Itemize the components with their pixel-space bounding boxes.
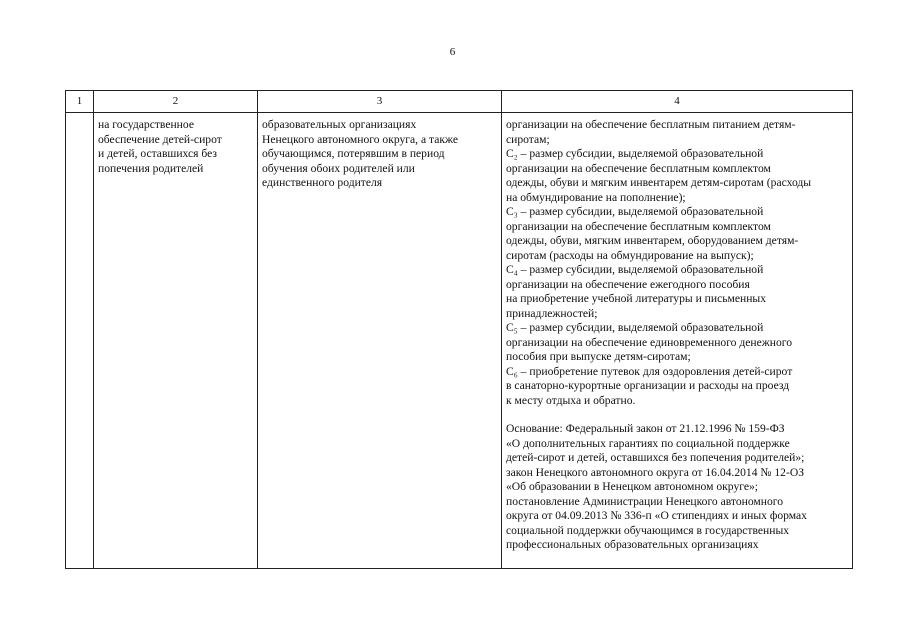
cell-col-2-text: [98, 118, 253, 176]
header-col-2: 2: [94, 91, 258, 113]
text-line: «О дополнительных гарантиях по социальной поддержке: [506, 436, 790, 450]
text-line: организации на обеспечение единовременного денежного: [506, 335, 793, 349]
text-line: организации на обеспечение бесплатным комплектом: [506, 219, 771, 233]
text-line: на обмундирование на пополнение);: [506, 190, 686, 204]
text-line: Основание: Федеральный закон от 21.12.1996 № 159-ФЗ: [506, 422, 785, 435]
text-line: сиротам (расходы на обмундирование на выпуск);: [506, 248, 754, 262]
text-line: C₄ – размер субсидии, выделяемой образовательной: [506, 263, 764, 276]
text-line: пособия при выпуске детям-сиротам;: [506, 350, 691, 363]
text-line: закон Ненецкого автономного округа от 16.04.2014 № 12-ОЗ: [506, 465, 805, 479]
text-line: Ненецкого автономного округа, а также: [262, 132, 459, 146]
text-line: детей-сирот и детей, оставшихся без попечения родителей»;: [506, 451, 805, 464]
text-line: профессиональных образовательных организациях: [506, 538, 759, 551]
text-line: одежды, обуви и мягким инвентарем детям-сиротам (расходы: [506, 176, 812, 189]
text-line: обучения обоих родителей или: [262, 161, 415, 175]
paragraph-gap: [506, 408, 848, 422]
cell-col-4: [502, 113, 853, 569]
text-line: социальной поддержки обучающимся в государственных: [506, 523, 790, 537]
text-line: принадлежностей;: [506, 306, 598, 320]
text-line: обеспечение детей-сирот: [98, 132, 222, 146]
page-number: 6: [449, 46, 456, 58]
header-col-4: 4: [502, 91, 853, 113]
text-line: попечения родителей: [98, 161, 204, 175]
text-line: организации на обеспечение бесплатным комплектом: [506, 161, 771, 175]
text-line: обучающимся, потерявшим в период: [262, 147, 445, 160]
text-line: в санаторно-курортные организации и расходы на проезд: [506, 379, 790, 392]
text-line: округа от 04.09.2013 № 336-п «О стипендиях и иных формах: [506, 509, 807, 522]
cell-col-2: [94, 113, 258, 569]
header-row: [66, 91, 853, 113]
header-col-1: 1: [66, 91, 94, 113]
text-line: на государственное: [98, 118, 194, 131]
cell-col-4-basis: [506, 422, 848, 553]
document-table: [65, 90, 853, 569]
cell-col-3-text: [262, 118, 497, 191]
text-line: единственного родителя: [262, 176, 383, 189]
header-col-3: 3: [258, 91, 502, 113]
text-line: и детей, оставшихся без: [98, 147, 218, 160]
text-line: образовательных организациях: [262, 118, 417, 131]
cell-col-4-subsidies: [506, 118, 848, 408]
text-line: организации на обеспечение ежегодного пособия: [506, 277, 750, 291]
text-line: C₆ – приобретение путевок для оздоровления детей-сирот: [506, 364, 793, 378]
cell-col-1: [66, 113, 94, 569]
text-line: C₅ – размер субсидии, выделяемой образовательной: [506, 321, 764, 334]
text-line: на приобретение учебной литературы и письменных: [506, 292, 766, 305]
cell-col-3: [258, 113, 502, 569]
text-line: «Об образовании в Ненецком автономном округе»;: [506, 480, 759, 493]
text-line: к месту отдыха и обратно.: [506, 393, 636, 407]
text-line: C₃ – размер субсидии, выделяемой образовательной: [506, 205, 764, 218]
table-row: [66, 113, 853, 569]
text-line: организации на обеспечение бесплатным питанием детям-: [506, 118, 796, 131]
text-line: постановление Администрации Ненецкого автономного: [506, 494, 784, 508]
text-line: C₂ – размер субсидии, выделяемой образовательной: [506, 147, 764, 160]
text-line: сиротам;: [506, 132, 550, 146]
text-line: одежды, обуви, мягким инвентарем, оборудованием детям-: [506, 234, 799, 247]
